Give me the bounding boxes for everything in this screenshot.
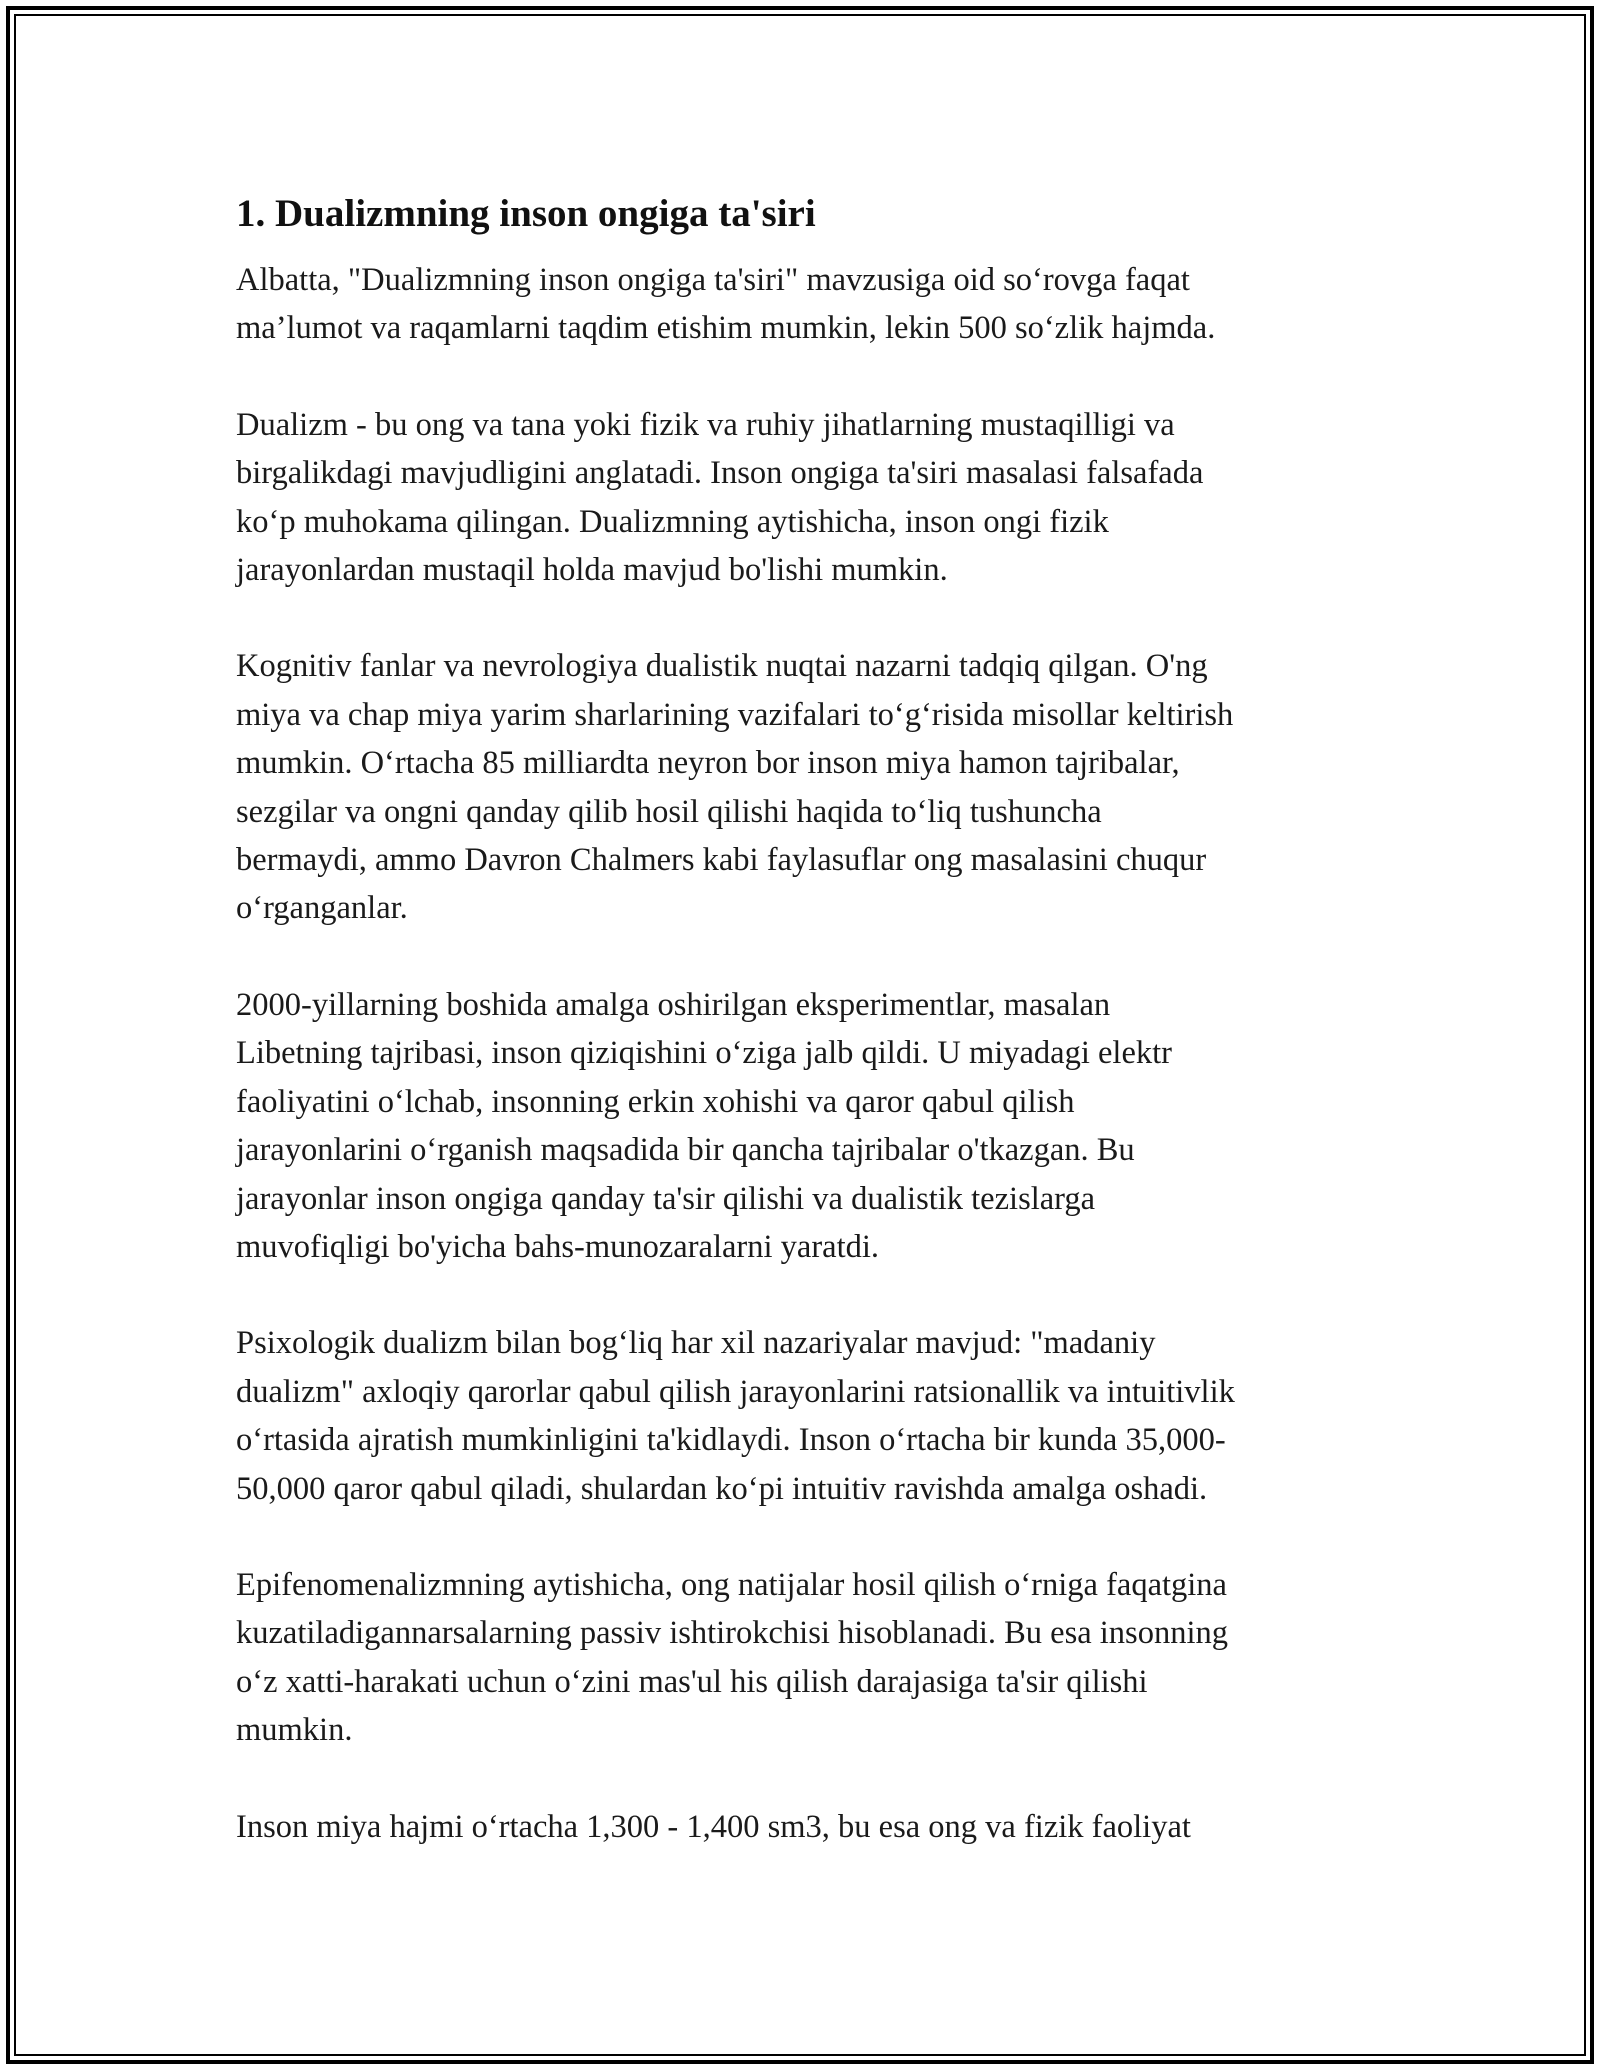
text-line: Inson miya hajmi o‘rtacha 1,300 - 1,400 sm3, bu esa ong va fizik faoliyat xyxy=(236,1808,1191,1845)
paragraph-experiments xyxy=(236,981,1364,1271)
text-line: o‘z xatti-harakati uchun o‘zini mas'ul his qilish darajasiga ta'sir qilishi xyxy=(236,1663,1148,1700)
text-line: kuzatiladigannarsalarning passiv ishtirokchisi hisoblanadi. Bu esa insonning xyxy=(236,1615,1228,1652)
text-line: mumkin. xyxy=(236,1712,353,1749)
text-line: o‘rtasida ajratish mumkinligini ta'kidlaydi. Inson o‘rtacha bir kunda 35,000- xyxy=(236,1422,1226,1459)
text-line: jarayonlardan mustaqil holda mavjud bo'lishi mumkin. xyxy=(236,552,948,589)
paragraph-cognitive-science xyxy=(236,642,1364,932)
text-line: Psixologik dualizm bilan bog‘liq har xil nazariyalar mavjud: "madaniy xyxy=(236,1325,1156,1362)
paragraph-epiphenomenalism xyxy=(236,1561,1364,1755)
text-line: mumkin. O‘rtacha 85 milliardta neyron bor inson miya hamon tajribalar, xyxy=(236,745,1180,782)
text-line: faoliyatini o‘lchab, insonning erkin xohishi va qaror qabul qilish xyxy=(236,1083,1075,1120)
text-line: Albatta, "Dualizmning inson ongiga ta'siri" mavzusiga oid so‘rovga faqat xyxy=(236,262,1190,298)
text-line: jarayonlar inson ongiga qanday ta'sir qilishi va dualistik tezislarga xyxy=(236,1180,1096,1217)
text-line: bermaydi, ammo Davron Chalmers kabi faylasuflar ong masalasini chuqur xyxy=(236,842,1207,879)
document-body xyxy=(236,186,1364,1899)
text-line: ko‘p muhokama qilingan. Dualizmning aytishicha, inson ongi fizik xyxy=(236,503,1109,540)
text-line: muvofiqligi bo'yicha bahs-munozaralarni yaratdi. xyxy=(236,1228,880,1265)
paragraph-psychological-dualism xyxy=(236,1319,1364,1513)
paragraph-brain-volume xyxy=(236,1803,1364,1851)
text-line: o‘rganganlar. xyxy=(236,890,408,927)
text-line: miya va chap miya yarim sharlarining vazifalari to‘g‘risida misollar keltirish xyxy=(236,696,1234,733)
text-line: 50,000 qaror qabul qiladi, shulardan ko‘pi intuitiv ravishda amalga oshadi. xyxy=(236,1470,1208,1507)
document-title: 1. Dualizmning inson ongiga ta'siri xyxy=(236,192,816,235)
text-line: jarayonlarini o‘rganish maqsadida bir qancha tajribalar o'tkazgan. Bu xyxy=(236,1132,1135,1169)
text-line: dualizm" axloqiy qarorlar qabul qilish jarayonlarini ratsionallik va intuitivlik xyxy=(236,1373,1235,1410)
text-line: Libetning tajribasi, inson qiziqishini o‘ziga jalb qildi. U miyadagi elektr xyxy=(236,1035,1172,1072)
text-line: 2000-yillarning boshida amalga oshirilgan eksperimentlar, masalan xyxy=(236,986,1111,1023)
text-line: birgalikdagi mavjudligini anglatadi. Inson ongiga ta'siri masalasi falsafada xyxy=(236,455,1204,492)
paragraph-dualism-definition xyxy=(236,401,1364,595)
text-line: sezgilar va ongni qanday qilib hosil qilishi haqida to‘liq tushuncha xyxy=(236,793,1102,830)
paragraph-intro xyxy=(236,256,1364,353)
text-line: Dualizm - bu ong va tana yoki fizik va ruhiy jihatlarning mustaqilligi va xyxy=(236,406,1175,443)
text-line: Epifenomenalizmning aytishicha, ong natijalar hosil qilish o‘rniga faqatgina xyxy=(236,1566,1227,1603)
text-line: ma’lumot va raqamlarni taqdim etishim mumkin, lekin 500 so‘zlik hajmda. xyxy=(236,310,1216,347)
text-line: Kognitiv fanlar va nevrologiya dualistik nuqtai nazarni tadqiq qilgan. O'ng xyxy=(236,648,1208,685)
